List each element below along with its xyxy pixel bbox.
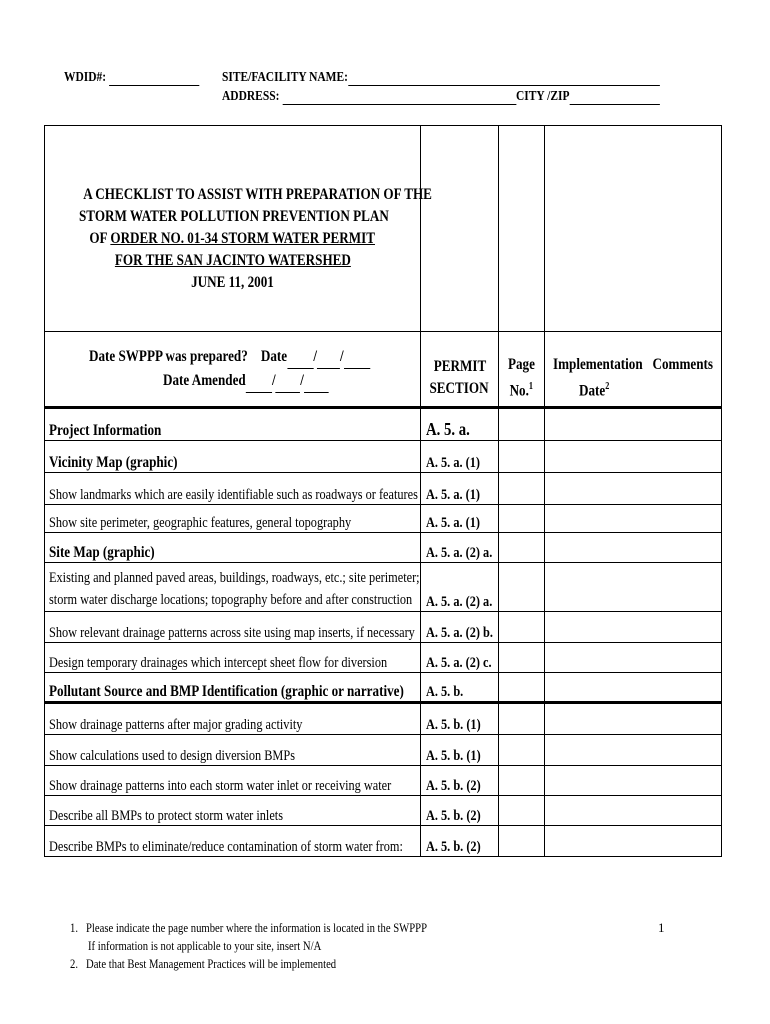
row-item: Describe all BMPs to protect storm water inlets	[49, 808, 283, 824]
row-item: Project Information	[49, 422, 162, 439]
row-item: Show calculations used to design diversion BMPs	[49, 748, 295, 764]
checklist-title: A CHECKLIST TO ASSIST WITH PREPARATION OF THE STORM WATER POLLUTION PREVENTION PLAN OF ORDER NO. 01-34 STORM WATER PERMIT FOR THE SAN JACINTO WATERSHED JUNE 11, 2001	[79, 185, 432, 291]
table-row	[45, 533, 722, 563]
implementation-cell[interactable]	[545, 796, 722, 826]
date-amended-year[interactable]	[304, 379, 329, 393]
page-header-top	[499, 126, 545, 332]
site-name-blank[interactable]	[348, 72, 660, 86]
table-row	[45, 766, 722, 796]
footnote-1-number: 1.	[70, 920, 78, 935]
row-item: Pollutant Source and BMP Identification (graphic or narrative)	[49, 683, 404, 700]
row-item: Describe BMPs to eliminate/reduce contamination of storm water from:	[49, 839, 403, 855]
implementation-comments-header: Implementation Comments Date$^2$	[545, 332, 722, 408]
row-item: Show drainage patterns after major grading activity	[49, 717, 303, 733]
address-label: ADDRESS:	[222, 89, 280, 104]
wdid-field	[64, 70, 229, 86]
address-field	[222, 89, 756, 105]
implementation-cell[interactable]	[545, 643, 722, 673]
row-item: Show site perimeter, geographic features, general topography	[49, 515, 352, 531]
title-cell	[45, 126, 432, 332]
implementation-cell[interactable]	[545, 673, 722, 703]
table-row	[45, 505, 722, 533]
row-item: Vicinity Map (graphic)	[49, 454, 178, 471]
row-section: A. 5. b.	[426, 684, 464, 700]
table-row	[45, 796, 722, 826]
implementation-cell[interactable]	[545, 563, 722, 612]
date-prepared-day[interactable]	[317, 355, 340, 369]
implementation-header: Implementation	[553, 355, 643, 373]
page-cell[interactable]	[499, 612, 545, 643]
page-cell[interactable]	[499, 473, 545, 505]
table-row	[45, 612, 722, 643]
page-number: 1	[658, 920, 665, 935]
page-cell[interactable]	[499, 643, 545, 673]
page-cell[interactable]	[499, 505, 545, 533]
implementation-header-top	[545, 126, 722, 332]
row-item: Show relevant drainage patterns across site using map inserts, if necessary	[49, 625, 415, 641]
implementation-cell[interactable]	[545, 612, 722, 643]
date-amended-month[interactable]	[246, 379, 272, 393]
table-row	[45, 703, 722, 735]
row-item: Show landmarks which are easily identifiable such as roadways or features	[49, 487, 418, 503]
table-row	[45, 408, 722, 441]
comments-header: Comments	[652, 355, 713, 373]
table-row	[45, 826, 722, 857]
table-row	[45, 563, 722, 612]
row-section: A. 5. b. (2)	[426, 808, 481, 824]
footnote-2-text: Date that Best Management Practices will be implemented	[85, 956, 337, 971]
city-zip-blank[interactable]	[569, 91, 659, 105]
date-prepared-year[interactable]	[344, 355, 370, 369]
address-blank[interactable]	[282, 91, 516, 105]
city-zip-label: CITY /ZIP	[515, 89, 570, 104]
table-row	[45, 473, 722, 505]
page-cell[interactable]	[499, 796, 545, 826]
permit-section-header-top	[421, 126, 499, 332]
page-cell[interactable]	[499, 703, 545, 735]
date-prepared-month[interactable]	[287, 355, 313, 369]
dates-cell	[45, 332, 421, 408]
row-section: A. 5. b. (1)	[426, 748, 481, 764]
implementation-cell[interactable]	[545, 703, 722, 735]
footnote-1-text-line2: If information is not applicable to your site, insert N/A	[88, 938, 322, 953]
implementation-cell[interactable]	[545, 505, 722, 533]
row-section: A. 5. a. (1)	[426, 487, 480, 503]
row-section: A. 5. a. (2) a.	[426, 594, 493, 610]
row-item: Design temporary drainages which intercept sheet flow for diversion	[49, 655, 388, 671]
site-name-field	[222, 70, 756, 86]
row-item: Site Map (graphic)	[49, 544, 155, 561]
row-section: A. 5. a. (2) a.	[426, 545, 493, 561]
implementation-cell[interactable]	[545, 766, 722, 796]
page-cell[interactable]	[499, 673, 545, 703]
implementation-cell[interactable]	[545, 473, 722, 505]
site-name-label: SITE/FACILITY NAME:	[222, 70, 348, 85]
page-cell[interactable]	[499, 408, 545, 441]
row-section: A. 5. b. (2)	[426, 778, 481, 794]
page-cell[interactable]	[499, 563, 545, 612]
page-cell[interactable]	[499, 533, 545, 563]
row-section: A. 5. a. (1)	[426, 455, 480, 471]
implementation-cell[interactable]	[545, 735, 722, 766]
row-section: A. 5. a. (2) b.	[426, 625, 493, 641]
date-amended-day[interactable]	[276, 379, 301, 393]
page-cell[interactable]	[499, 441, 545, 473]
page-number-header: Page No.$^1$	[499, 332, 545, 408]
implementation-cell[interactable]	[545, 408, 722, 441]
page-cell[interactable]	[499, 735, 545, 766]
permit-section-header: PERMIT SECTION	[421, 332, 499, 408]
row-section: A. 5. a. (2) c.	[426, 655, 492, 671]
footnote-1-text: Please indicate the page number where the information is located in the SWPPP	[85, 920, 428, 935]
wdid-blank[interactable]	[109, 72, 199, 86]
footnote-2-number: 2.	[70, 956, 78, 971]
table-row	[45, 673, 722, 703]
row-item: Existing and planned paved areas, buildings, roadways, etc.; site perimeter;	[49, 570, 420, 586]
row-section: A. 5. b. (2)	[426, 839, 481, 855]
date-prepared: Date SWPPP was prepared? Date / /	[89, 345, 370, 369]
page-cell[interactable]	[499, 766, 545, 796]
implementation-cell[interactable]	[545, 441, 722, 473]
table-row	[45, 643, 722, 673]
table-row	[45, 735, 722, 766]
row-section: A. 5. a. (1)	[426, 515, 480, 531]
row-section: A. 5. a.	[426, 419, 470, 439]
implementation-cell[interactable]	[545, 826, 722, 857]
row-section: A. 5. b. (1)	[426, 717, 481, 733]
implementation-cell[interactable]	[545, 533, 722, 563]
checklist-table	[44, 125, 722, 857]
row-item-line2: storm water discharge locations; topography before and after construction	[49, 592, 413, 608]
row-item: Show drainage patterns into each storm water inlet or receiving water	[49, 778, 392, 794]
wdid-label: WDID#:	[64, 70, 107, 85]
footnotes	[70, 919, 505, 973]
date-amended: Date Amended / /	[163, 369, 328, 393]
page-cell[interactable]	[499, 826, 545, 857]
table-row	[45, 441, 722, 473]
